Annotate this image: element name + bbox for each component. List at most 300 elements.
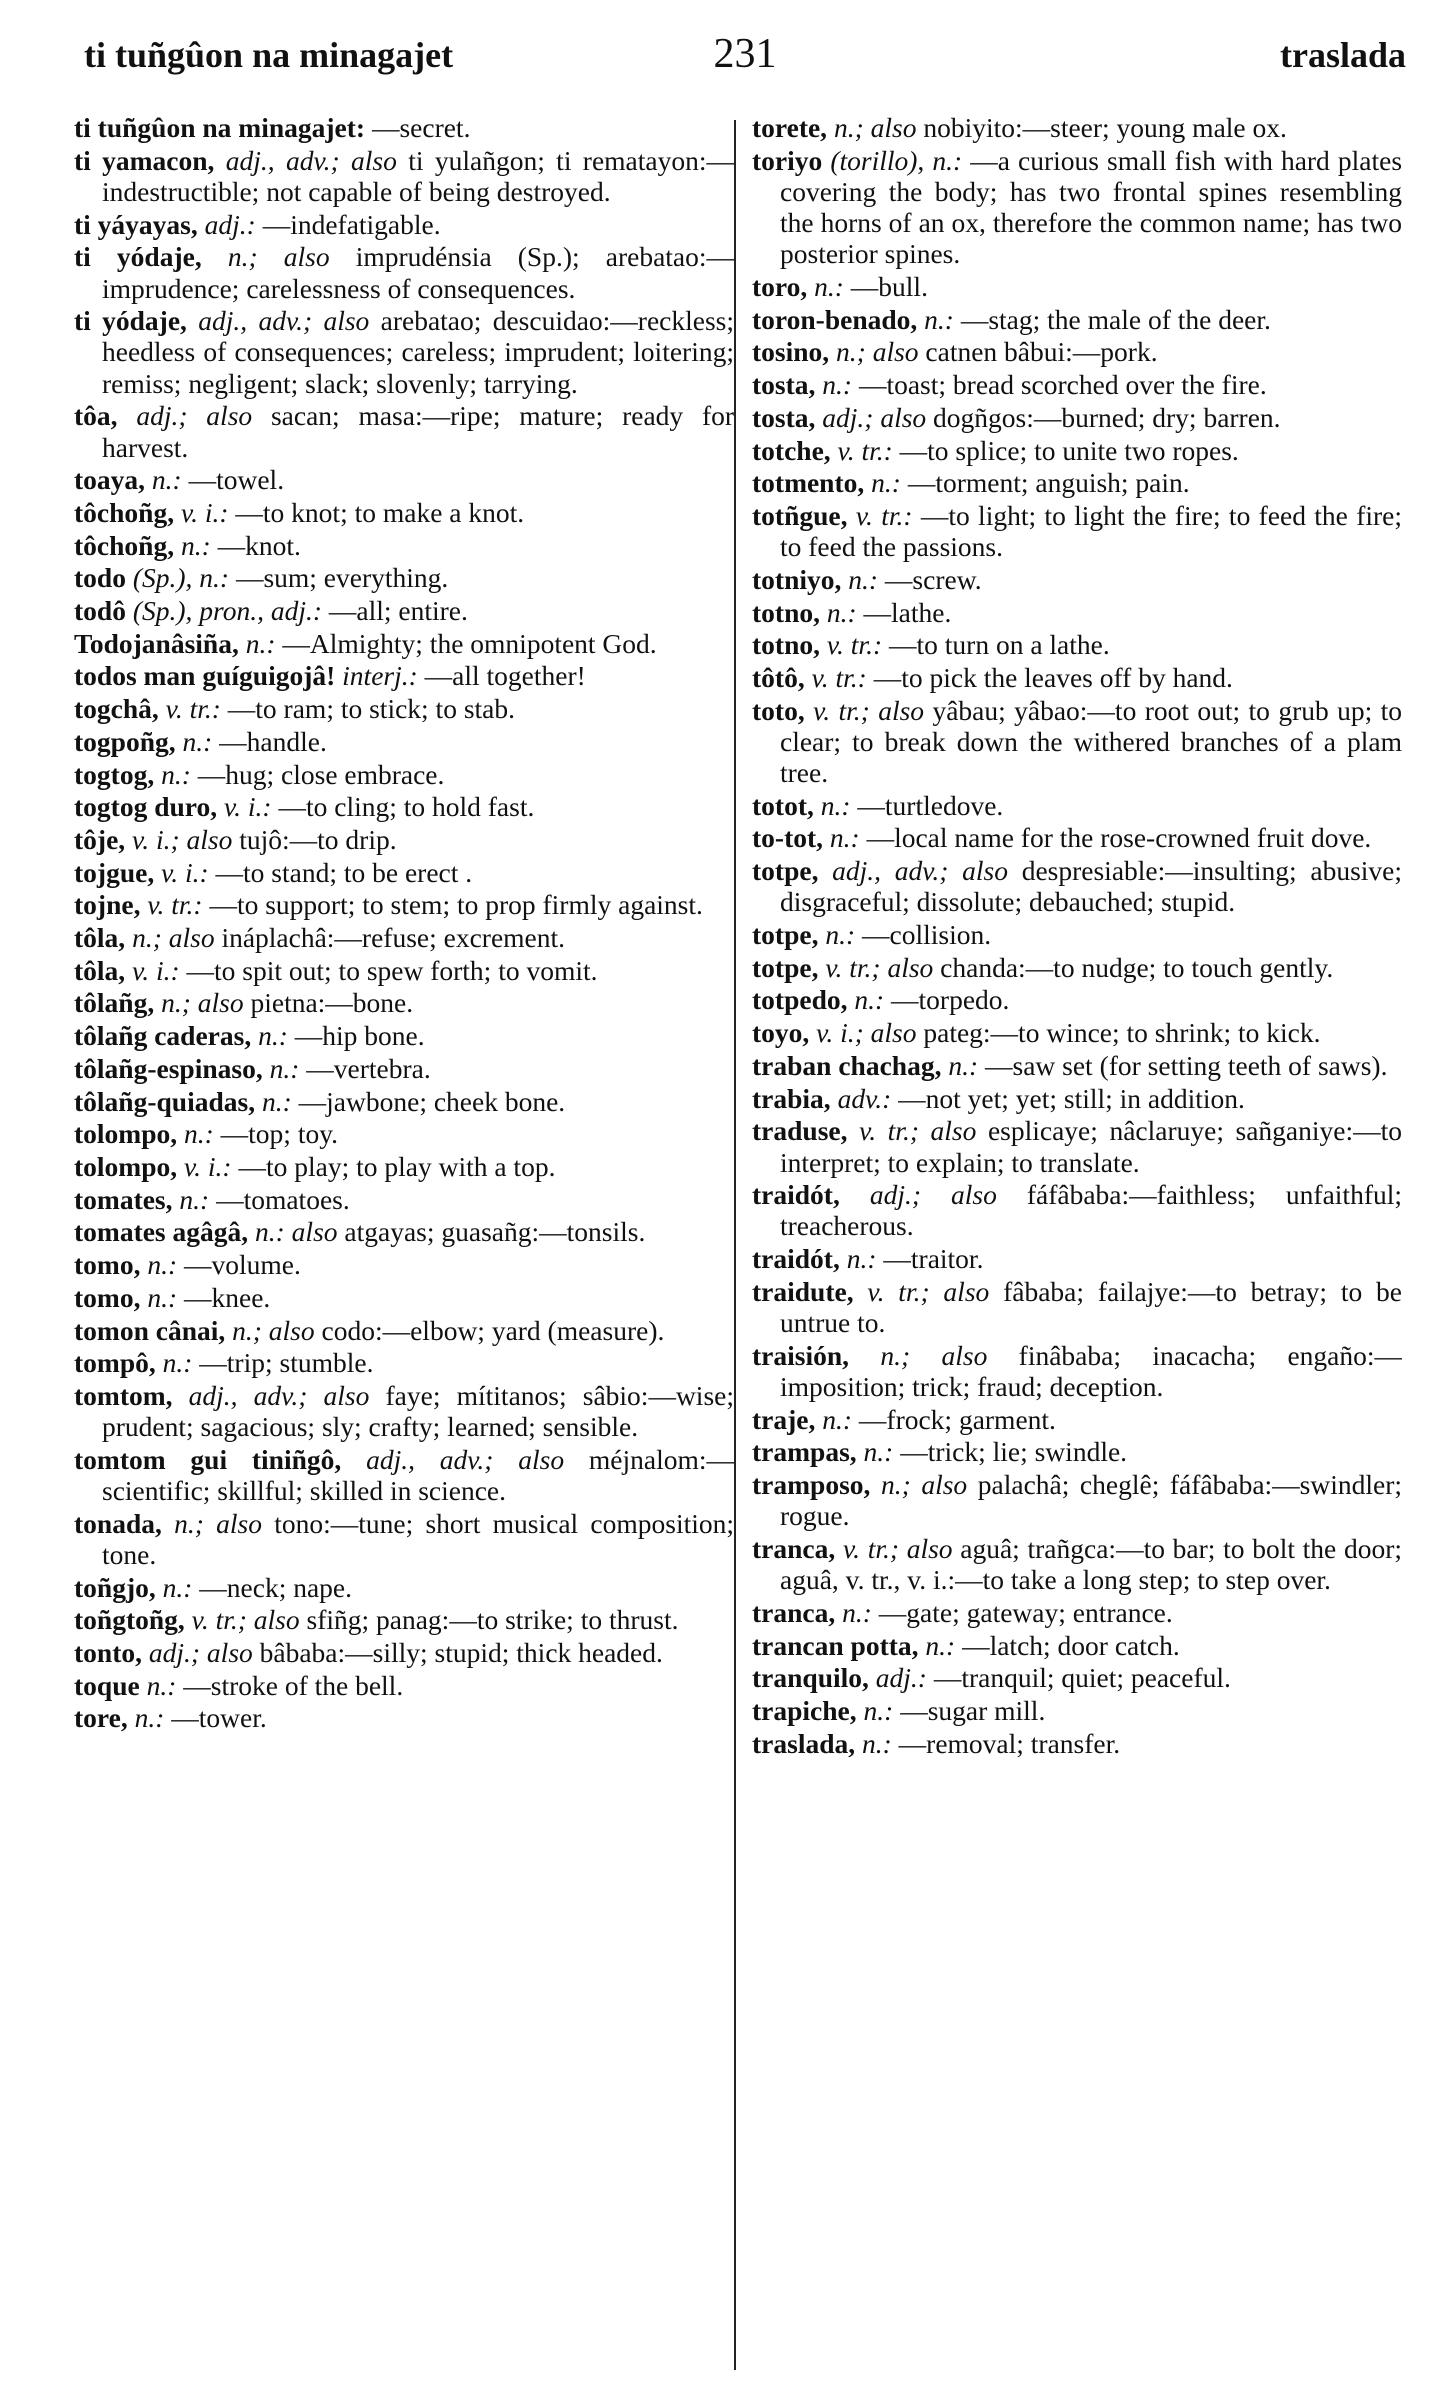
dictionary-entry	[752, 304, 1402, 335]
entry-part-of-speech: adv.:	[837, 1082, 892, 1114]
entry-definition: —vertebra.	[306, 1052, 431, 1084]
dictionary-entry	[74, 241, 734, 303]
dictionary-entry	[752, 1340, 1402, 1402]
entry-part-of-speech: v. i.; also	[816, 1017, 917, 1049]
dictionary-entry	[74, 660, 734, 691]
entry-definition: —gate; gateway; entrance.	[878, 1596, 1173, 1628]
entry-headword: tôlañg,	[74, 987, 155, 1019]
entry-headword: tôtô,	[752, 661, 805, 693]
entry-definition: esplicaye; nâclaruye; sañganiye:—to interpret; to explain; to translate.	[780, 1115, 1402, 1178]
entry-part-of-speech: v. tr.; also	[191, 1604, 300, 1636]
entry-definition: —frock; garment.	[858, 1403, 1056, 1435]
dictionary-entry	[74, 530, 734, 561]
entry-part-of-speech: n.:	[179, 1183, 210, 1215]
entry-definition: palachâ; cheglê; fáfâbaba:—swindler; rogue.	[780, 1469, 1402, 1532]
entry-definition: chanda:—to nudge; to touch gently.	[940, 951, 1334, 983]
entry-headword: ti yódaje,	[74, 305, 187, 337]
dictionary-entry	[74, 889, 734, 920]
dictionary-entry	[74, 145, 734, 207]
entry-definition: nobiyito:—steer; young male ox.	[923, 112, 1287, 143]
entry-definition: bâbaba:—silly; stupid; thick headed.	[259, 1637, 663, 1669]
entry-definition: —to cling; to hold fast.	[278, 791, 535, 823]
entry-part-of-speech: v. i.:	[180, 496, 229, 528]
dictionary-entry	[752, 1017, 1402, 1048]
entry-headword: tosta,	[752, 369, 816, 401]
entry-definition: —indefatigable.	[262, 208, 441, 240]
entry-headword: traisión,	[752, 1339, 850, 1371]
dictionary-entry	[752, 402, 1402, 433]
dictionary-entry	[752, 597, 1402, 628]
entry-definition: pietna:—bone.	[250, 987, 414, 1019]
dictionary-entry	[74, 595, 734, 626]
entry-part-of-speech: n.:	[820, 789, 851, 821]
dictionary-entry	[752, 145, 1402, 270]
entry-definition: —tomatoes.	[216, 1183, 350, 1215]
dictionary-entry	[74, 1216, 734, 1247]
entry-part-of-speech: n.:	[161, 758, 191, 790]
dictionary-entry	[752, 1083, 1402, 1114]
entry-definition: —volume.	[184, 1249, 301, 1281]
entry-headword: totot,	[752, 789, 814, 821]
entry-headword: toto,	[752, 694, 805, 726]
entry-definition: —stroke of the bell.	[183, 1669, 404, 1701]
dictionary-entry	[74, 1151, 734, 1182]
entry-part-of-speech: v. i.:	[184, 1151, 232, 1182]
entry-headword: tojgue,	[74, 856, 155, 888]
entry-part-of-speech: v. tr.:	[811, 661, 867, 693]
entry-part-of-speech: n.; also	[880, 1469, 968, 1501]
dictionary-entry	[752, 1404, 1402, 1435]
entry-headword: tosino,	[752, 336, 830, 368]
entry-part-of-speech: n.:	[871, 467, 901, 499]
dictionary-entry	[74, 1086, 734, 1117]
dictionary-entry	[74, 1444, 734, 1506]
entry-headword: traslada,	[752, 1727, 856, 1759]
entry-headword: tôla,	[74, 922, 126, 954]
entry-part-of-speech: adj., adv.; also	[225, 144, 397, 176]
dictionary-entry	[74, 1053, 734, 1084]
entry-part-of-speech: v. tr.:	[147, 889, 203, 921]
entry-part-of-speech: n.:	[948, 1049, 979, 1081]
entry-definition: despresiable:—insulting; abusive; disgraceful; dissolute; debauched; stupid.	[780, 855, 1402, 918]
entry-definition: —lathe.	[863, 596, 952, 628]
header-left-guideword: ti tuñgûon na minagajet	[84, 35, 454, 75]
entry-part-of-speech: n.:	[180, 529, 211, 561]
dictionary-entry	[752, 1276, 1402, 1338]
entry-definition: —secret.	[371, 112, 471, 143]
entry-definition: pateg:—to wince; to shrink; to kick.	[923, 1017, 1321, 1049]
entry-headword: todos man guíguigojâ!	[74, 660, 336, 692]
entry-definition: —tranquil; quiet; peaceful.	[933, 1662, 1231, 1694]
entry-headword: traidót,	[752, 1179, 840, 1211]
entry-definition: —collision.	[862, 919, 992, 951]
entry-headword: trancan potta,	[752, 1629, 919, 1661]
entry-part-of-speech: n.:	[863, 1694, 894, 1726]
entry-headword: traje,	[752, 1403, 816, 1435]
entry-part-of-speech: n.:	[151, 464, 182, 496]
entry-definition: —tower.	[171, 1702, 267, 1734]
dictionary-entry	[752, 112, 1402, 143]
entry-part-of-speech: v. i.; also	[132, 823, 233, 855]
entry-definition: —Almighty; the omnipotent God.	[282, 627, 657, 659]
dictionary-entry	[752, 435, 1402, 466]
left-column	[74, 112, 734, 2372]
entry-headword: tosta,	[752, 401, 816, 433]
entry-part-of-speech: n.:	[162, 1347, 193, 1379]
dictionary-entry	[74, 1347, 734, 1378]
entry-part-of-speech: v. tr.; also	[867, 1275, 990, 1307]
entry-headword: totno,	[752, 596, 820, 628]
entry-headword: torete,	[752, 112, 828, 143]
entry-part-of-speech: n.:	[846, 1243, 877, 1275]
dictionary-entry	[74, 824, 734, 855]
entry-part-of-speech: n.:	[848, 563, 879, 595]
entry-part-of-speech: v. tr.; also	[825, 951, 934, 983]
entry-headword: tramposo,	[752, 1469, 871, 1501]
entry-headword: Todojanâsiña,	[74, 627, 239, 659]
entry-definition: —knot.	[217, 529, 301, 561]
entry-definition: —trick; lie; swindle.	[900, 1436, 1128, 1468]
dictionary-entry	[74, 759, 734, 790]
entry-headword: totpe,	[752, 855, 819, 887]
entry-definition: —knee.	[184, 1281, 271, 1313]
entry-definition: tono:—tune; short musical composition; tone.	[102, 1507, 734, 1570]
entry-headword: trampas,	[752, 1436, 857, 1468]
entry-part-of-speech: n.:	[814, 271, 844, 303]
dictionary-entry	[752, 1533, 1402, 1595]
entry-headword: togtog duro,	[74, 791, 218, 823]
entry-part-of-speech: n.:	[924, 303, 954, 335]
dictionary-entry	[74, 1670, 734, 1701]
dictionary-entry	[752, 695, 1402, 789]
entry-part-of-speech: n.:	[184, 1118, 214, 1150]
entry-headword: toro,	[752, 271, 808, 303]
entry-definition: —to ram; to stick; to stab.	[227, 693, 515, 725]
entry-headword: toyo,	[752, 1017, 810, 1049]
dictionary-entry	[74, 464, 734, 495]
entry-headword: totñgue,	[752, 499, 848, 531]
entry-headword: togtog,	[74, 758, 155, 790]
right-column	[752, 112, 1402, 2372]
dictionary-entry	[752, 1597, 1402, 1628]
entry-definition: —stag; the male of the deer.	[960, 303, 1271, 335]
entry-headword: toñgtoñg,	[74, 1604, 185, 1636]
entry-definition: —to knot; to make a knot.	[235, 496, 525, 528]
dictionary-entry	[74, 497, 734, 528]
dictionary-entry	[74, 305, 734, 399]
entry-definition: sfiñg; panag:—to strike; to thrust.	[306, 1604, 679, 1636]
running-header	[84, 30, 1406, 86]
entry-part-of-speech: n.:	[182, 725, 213, 757]
entry-definition: —towel.	[188, 464, 285, 496]
dictionary-entry	[752, 662, 1402, 693]
entry-headword: togpoñg,	[74, 725, 176, 757]
entry-definition: —trip; stumble.	[199, 1347, 374, 1379]
entry-part-of-speech: n.; also	[833, 112, 917, 143]
entry-headword: totpedo,	[752, 984, 848, 1016]
entry-definition: imprudénsia (Sp.); arebatao:—imprudence; carelessness of consequences.	[102, 241, 734, 304]
dictionary-entry	[74, 562, 734, 593]
entry-definition: faye; mítitanos; sâbio:—wise; prudent; sagacious; sly; crafty; learned; sensible.	[102, 1379, 734, 1443]
dictionary-entry	[752, 822, 1402, 853]
entry-headword: trapiche,	[752, 1694, 857, 1726]
entry-part-of-speech: n.:	[842, 1596, 872, 1628]
entry-part-of-speech: n.; also	[232, 1314, 315, 1346]
dictionary-entry	[74, 857, 734, 888]
entry-definition: —all; entire.	[328, 595, 468, 627]
entry-part-of-speech: adj.:	[875, 1662, 927, 1694]
entry-headword: tôlañg-quiadas,	[74, 1085, 256, 1117]
entry-headword: tôlañg caderas,	[74, 1020, 252, 1052]
entry-part-of-speech: adj.:	[204, 208, 256, 240]
entry-definition: —a curious small fish with hard plates covering the body; has two frontal spines resembling the horns of an ox, therefore the common name; has two posterior spines.	[780, 144, 1402, 270]
entry-definition: catnen bâbui:—pork.	[925, 336, 1158, 368]
dictionary-entry	[752, 1179, 1402, 1241]
entry-headword: totmento,	[752, 467, 865, 499]
entry-part-of-speech: v. i.:	[132, 954, 180, 986]
entry-definition: —to spit out; to spew forth; to vomit.	[186, 954, 598, 986]
dictionary-entry	[752, 564, 1402, 595]
entry-headword: tranca,	[752, 1532, 836, 1564]
entry-definition: —handle.	[219, 725, 327, 757]
entry-definition: méjnalom:—scientific; skillful; skilled in science.	[102, 1443, 734, 1507]
entry-headword: toriyo	[752, 144, 823, 176]
dictionary-entry	[752, 1436, 1402, 1467]
entry-part-of-speech: n.; also	[880, 1339, 988, 1371]
dictionary-entry	[74, 955, 734, 986]
dictionary-entry	[74, 1249, 734, 1280]
entry-definition: —to turn on a lathe.	[889, 629, 1110, 661]
entry-definition: fáfâbaba:—faithless; unfaithful; treacherous.	[780, 1179, 1402, 1242]
dictionary-entry	[752, 919, 1402, 950]
dictionary-entry	[74, 1380, 734, 1442]
entry-headword: togchâ,	[74, 693, 159, 725]
entry-headword: ti yamacon,	[74, 144, 215, 176]
entry-headword: toron-benado,	[752, 303, 918, 335]
dictionary-entry	[752, 467, 1402, 498]
entry-definition: —removal; transfer.	[898, 1727, 1121, 1759]
column-divider	[734, 120, 736, 2370]
entry-definition: codo:—elbow; yard (measure).	[321, 1314, 665, 1346]
entry-part-of-speech: n.:	[258, 1020, 288, 1052]
entry-part-of-speech: (Sp.), n.:	[132, 562, 230, 594]
entry-definition: fâbaba; failajye:—to betray; to be untrue to.	[780, 1275, 1402, 1339]
entry-headword: tôlañg-espinaso,	[74, 1052, 263, 1084]
dictionary-entry	[752, 271, 1402, 302]
entry-part-of-speech: v. tr.; also	[813, 694, 925, 726]
entry-part-of-speech: n.: also	[255, 1216, 338, 1248]
dictionary-entry	[752, 1469, 1402, 1531]
dictionary-entry	[74, 1282, 734, 1313]
dictionary-entry	[74, 726, 734, 757]
entry-definition: —to support; to stem; to prop firmly against.	[209, 889, 703, 921]
entry-headword: ti yódaje,	[74, 241, 202, 273]
entry-part-of-speech: n.:	[825, 919, 856, 951]
entry-definition: —hug; close embrace.	[197, 758, 445, 790]
dictionary-entry	[752, 1695, 1402, 1726]
entry-part-of-speech: adj., adv.; also	[188, 1379, 370, 1411]
entry-definition: ti yulañgon; ti rematayon:—indestructible; not capable of being destroyed.	[102, 144, 734, 207]
entry-definition: —not yet; yet; still; in addition.	[898, 1082, 1245, 1114]
dictionary-entry	[752, 1662, 1402, 1693]
entry-part-of-speech: adj., adv.; also	[198, 305, 370, 337]
entry-headword: tranquilo,	[752, 1662, 869, 1694]
dictionary-entry	[74, 628, 734, 659]
entry-headword: to-tot,	[752, 822, 824, 854]
dictionary-entry	[74, 400, 734, 462]
entry-headword: tomo,	[74, 1281, 141, 1313]
entry-headword: tolompo,	[74, 1118, 178, 1150]
dictionary-entry	[752, 369, 1402, 400]
entry-headword: tomtom,	[74, 1379, 173, 1411]
entry-part-of-speech: v. tr.; also	[859, 1115, 977, 1147]
dictionary-entry	[74, 693, 734, 724]
entry-headword: ti tuñgûon na minagajet:	[74, 112, 366, 143]
entry-part-of-speech: n.:	[862, 1727, 892, 1759]
entry-part-of-speech: adj.; also	[869, 1179, 997, 1211]
entry-headword: tranca,	[752, 1596, 836, 1628]
entry-part-of-speech: n.:	[829, 822, 860, 854]
entry-definition: —sugar mill.	[900, 1694, 1046, 1726]
entry-definition: —to light; to light the fire; to feed the fire; to feed the passions.	[780, 499, 1402, 563]
entry-headword: totche,	[752, 434, 831, 466]
entry-part-of-speech: v. tr.:	[165, 693, 221, 725]
entry-headword: todo	[74, 562, 126, 594]
entry-headword: todô	[74, 595, 126, 627]
dictionary-entry	[752, 855, 1402, 917]
dictionary-entry	[74, 791, 734, 822]
entry-headword: tompô,	[74, 1347, 156, 1379]
entry-headword: totniyo,	[752, 563, 842, 595]
entry-part-of-speech: n.; also	[227, 241, 330, 273]
entry-definition: aguâ; trañgca:—to bar; to bolt the door; aguâ, v. tr., v. i.:—to take a long step; to step over.	[780, 1532, 1402, 1596]
entry-definition: —to pick the leaves off by hand.	[873, 661, 1233, 693]
entry-part-of-speech: adj.; also	[822, 401, 927, 433]
entry-definition: yâbau; yâbao:—to root out; to grub up; to clear; to break down the withered branches of a plam tree.	[780, 694, 1402, 789]
entry-part-of-speech: v. tr.:	[826, 629, 883, 661]
entry-definition: dogñgos:—burned; dry; barren.	[933, 401, 1281, 433]
entry-definition: tujô:—to drip.	[239, 823, 397, 855]
entry-part-of-speech: n.:	[134, 1702, 165, 1734]
entry-definition: —torpedo.	[891, 984, 1010, 1016]
entry-definition: arebatao; descuidao:—reckless; heedless of consequences; careless; imprudent; loitering; remiss; negligent; slack; slovenly; tarrying.	[102, 305, 734, 399]
entry-headword: traban chachag,	[752, 1049, 942, 1081]
entry-headword: tolompo,	[74, 1151, 178, 1182]
dictionary-entry	[752, 1728, 1402, 1759]
entry-headword: totpe,	[752, 951, 819, 983]
entry-headword: totpe,	[752, 919, 819, 951]
dictionary-entry	[752, 952, 1402, 983]
entry-headword: tomtom gui tiniñgô,	[74, 1443, 342, 1475]
dictionary-entry	[74, 922, 734, 953]
dictionary-entry	[752, 1243, 1402, 1274]
entry-definition: —jawbone; cheek bone.	[298, 1085, 566, 1117]
entry-part-of-speech: n.; also	[836, 336, 919, 368]
entry-headword: tonto,	[74, 1637, 142, 1669]
entry-part-of-speech: n.; also	[132, 922, 215, 954]
entry-definition: —to splice; to unite two ropes.	[899, 434, 1239, 466]
entry-headword: totno,	[752, 629, 820, 661]
entry-headword: toque	[74, 1669, 140, 1701]
entry-part-of-speech: adj., adv.; also	[366, 1443, 565, 1475]
entry-definition: —turtledove.	[857, 789, 1004, 821]
entry-part-of-speech: n.:	[147, 1281, 178, 1313]
entry-part-of-speech: n.:	[863, 1436, 894, 1468]
entry-definition: —toast; bread scorched over the fire.	[858, 369, 1267, 401]
dictionary-entry	[752, 790, 1402, 821]
dictionary-entry	[74, 1637, 734, 1668]
entry-headword: tojne,	[74, 889, 141, 921]
page-number: 231	[713, 31, 777, 77]
entry-part-of-speech: n.:	[147, 1249, 178, 1281]
dictionary-entry	[752, 1630, 1402, 1661]
dictionary-entry	[752, 1050, 1402, 1081]
entry-part-of-speech: n.; also	[174, 1507, 262, 1539]
entry-part-of-speech: (torillo), n.:	[830, 144, 963, 176]
entry-part-of-speech: n.:	[245, 627, 276, 659]
dictionary-entry	[752, 336, 1402, 367]
entry-definition: —hip bone.	[294, 1020, 425, 1052]
dictionary-entry	[74, 1020, 734, 1051]
entry-definition: —neck; nape.	[199, 1571, 353, 1603]
entry-part-of-speech: n.:	[822, 369, 853, 401]
entry-definition: —all together!	[424, 660, 586, 692]
dictionary-entry	[752, 1115, 1402, 1177]
entry-part-of-speech: interj.:	[342, 660, 418, 692]
header-right-guideword: traslada	[1280, 35, 1406, 75]
entry-headword: toñgjo,	[74, 1571, 156, 1603]
entry-part-of-speech: adj.; also	[148, 1637, 253, 1669]
dictionary-entry	[752, 984, 1402, 1015]
entry-definition: ináplachâ:—refuse; excrement.	[221, 922, 566, 954]
entry-headword: traidót,	[752, 1243, 840, 1275]
dictionary-entry	[74, 1572, 734, 1603]
entry-part-of-speech: n.:	[826, 596, 857, 628]
entry-headword: traduse,	[752, 1115, 848, 1147]
entry-part-of-speech: adj.; also	[136, 400, 253, 432]
entry-headword: tonada,	[74, 1507, 162, 1539]
entry-headword: tomates,	[74, 1183, 173, 1215]
dictionary-entry	[74, 1118, 734, 1149]
entry-part-of-speech: v. tr.:	[855, 499, 913, 531]
entry-part-of-speech: v. i.:	[224, 791, 272, 823]
entry-part-of-speech: n.:	[261, 1085, 292, 1117]
entry-part-of-speech: v. tr.; also	[842, 1532, 953, 1564]
dictionary-entry	[74, 1315, 734, 1346]
entry-part-of-speech: n.:	[854, 984, 885, 1016]
entry-headword: tôje,	[74, 823, 126, 855]
entry-headword: tôa,	[74, 400, 118, 432]
entry-headword: tôchoñg,	[74, 496, 175, 528]
entry-definition: finâbaba; inacacha; engaño:—imposition; trick; fraud; deception.	[780, 1339, 1402, 1402]
entry-headword: tôla,	[74, 954, 126, 986]
entry-definition: —local name for the rose-crowned fruit dove.	[866, 822, 1372, 854]
entry-definition: —traitor.	[883, 1243, 984, 1275]
dictionary-entry	[74, 1604, 734, 1635]
entry-part-of-speech: n.:	[146, 1669, 177, 1701]
entry-headword: trabia,	[752, 1082, 831, 1114]
entry-definition: —to stand; to be erect .	[215, 856, 473, 888]
dictionary-entry	[752, 629, 1402, 660]
entry-headword: tomo,	[74, 1249, 141, 1281]
dictionary-entry	[74, 1184, 734, 1215]
entry-part-of-speech: n.:	[162, 1571, 193, 1603]
entry-headword: tore,	[74, 1702, 128, 1734]
entry-part-of-speech: v. i.:	[161, 856, 209, 888]
entry-part-of-speech: (Sp.), pron., adj.:	[132, 595, 322, 627]
entry-headword: toaya,	[74, 464, 146, 496]
entry-definition: —torment; anguish; pain.	[907, 467, 1190, 499]
